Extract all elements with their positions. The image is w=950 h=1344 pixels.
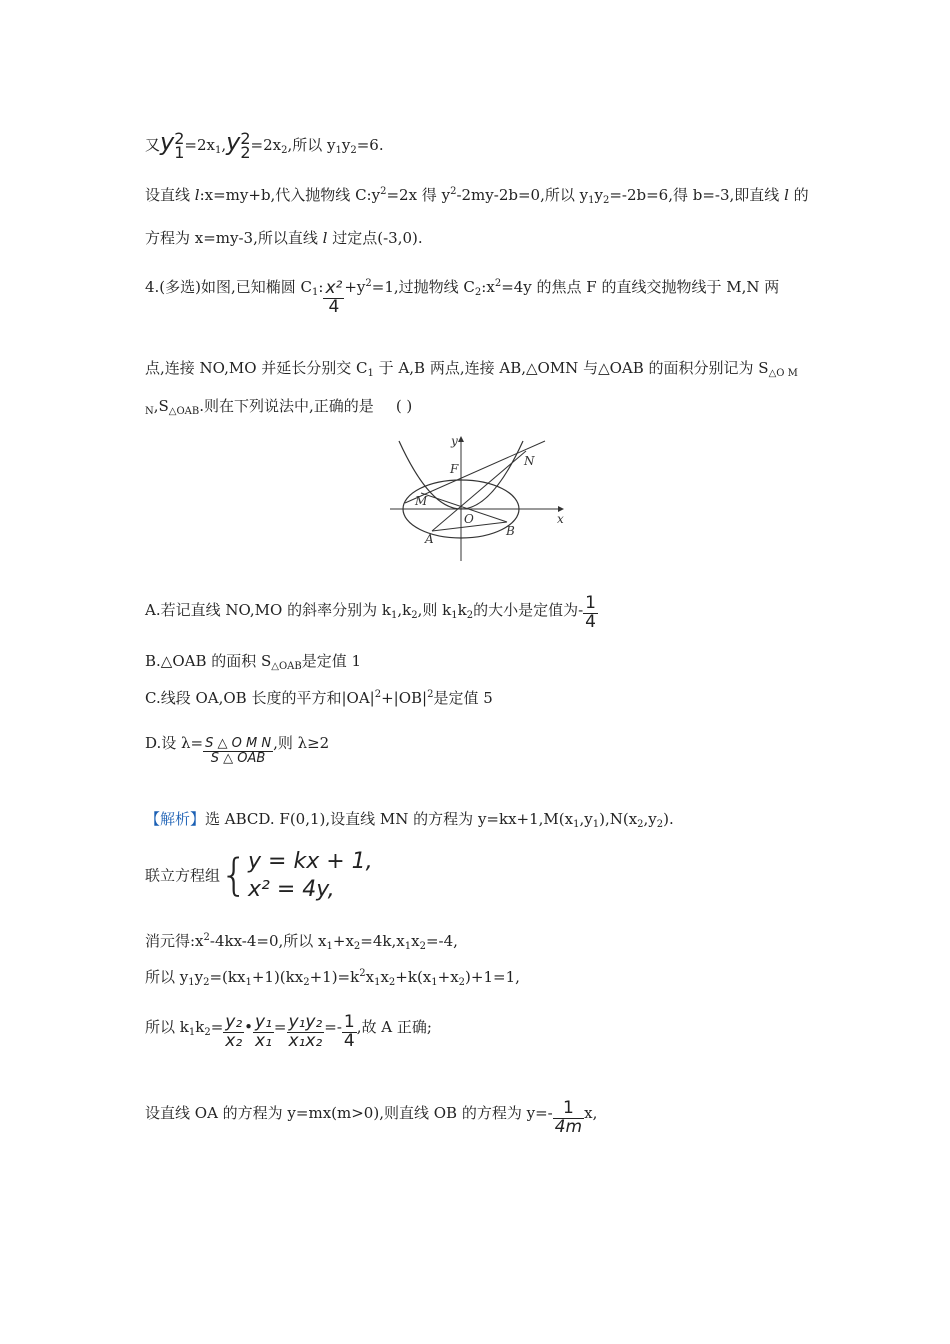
option-c: C.线段 OA,OB 长度的平方和$|OA|^2+|OB|^2$是定值 5 <box>145 689 493 707</box>
option-b: B.△OAB 的面积 $S_{\triangle OAB}$是定值 1 <box>145 652 362 672</box>
line-fixed-point: 方程为 x=my-3,所以直线 l 过定点(-3,0). <box>145 229 423 247</box>
line-y-squared: 又y 2 1 $=2x_1,y$ 2 2 $=2x_2$,所以 $y_1y_2=6$. <box>145 128 384 162</box>
label-m: M <box>415 494 428 508</box>
segment-n-a <box>432 451 526 531</box>
label-b: B <box>506 524 515 538</box>
question-4-prompt: $_N,S_{\triangle OAB}$.则在下列说法中,正确的是 ( ) <box>145 397 413 417</box>
question-4-stem: 4.(多选)如图,已知椭圆 $C_1$: $\frac{\text{x²}}{4}$ $+y^2=1$,过抛物线 $C_2:x^2=4y$ 的焦点 F 的直线交抛物线于 M,N 两 <box>145 278 780 317</box>
label-y: y <box>451 434 458 448</box>
ellipse-parabola-figure <box>385 433 570 563</box>
line-oa-ob: 设直线 OA 的方程为 y=mx(m>0),则直线 OB 的方程为 y=- $\frac{1}{4m}$ x, <box>145 1098 598 1137</box>
product-line: 所以 $y_1y_2=(kx_1+1)(kx_2+1)=k^2x_1x_2+k(x_1+x_2)+1=1$, <box>145 968 520 988</box>
option-d: D.设 λ= $\frac{\text{S △ O M N}}{\text{S △ OAB}}$ ,则 λ≥2 <box>145 734 330 766</box>
label-n: N <box>524 454 535 468</box>
line-set-line-l: 设直线 l:x=my+b,代入抛物线 $C:y^2=2x$ 得 $y^2-2my-2b=0$,所以 $y_1y_2=-2b=6$,得 b=-3,即直线 l 的 <box>145 186 809 206</box>
label-x: x <box>557 512 564 526</box>
analysis-tag: 【解析】 <box>145 810 206 828</box>
equation-system: 联立方程组{ y = kx + 1, x² = 4y, <box>145 849 373 902</box>
slope-product-line: 所以 $k_1k_2=$ $\frac{\text{y₂}}{\text{x₂}}$ • $\frac{\text{y₁}}{\text{x₁}}$ = $\frac{\text{y₁y₂}}{\text{x₁x₂}}$ =- $\frac{1}{4}$ ,故 A 正确; <box>145 1012 432 1051</box>
label-f: F <box>450 462 459 476</box>
question-4-stem-cont: 点,连接 NO,MO 并延长分别交 $C_1$ 于 A,B 两点,连接 AB,△OMN 与△OAB 的面积分别记为 $S_{\triangle O M}$ <box>145 359 798 379</box>
solution-intro: 【解析】选 ABCD. F(0,1),设直线 MN 的方程为 $y=kx+1,M(x_1,y_1),N(x_2,y_2)$. <box>145 810 674 830</box>
elimination-line: 消元得$:x^2-4kx-4=0$,所以 $x_1+x_2=4k,x_1x_2=-4$, <box>145 932 458 952</box>
label-a: A <box>425 532 434 546</box>
label-o: O <box>464 512 474 526</box>
option-a: A.若记直线 NO,MO 的斜率分别为 $k_1,k_2$,则 $k_1k_2$的大小是定值为- $\frac{1}{4}$ <box>145 593 596 632</box>
